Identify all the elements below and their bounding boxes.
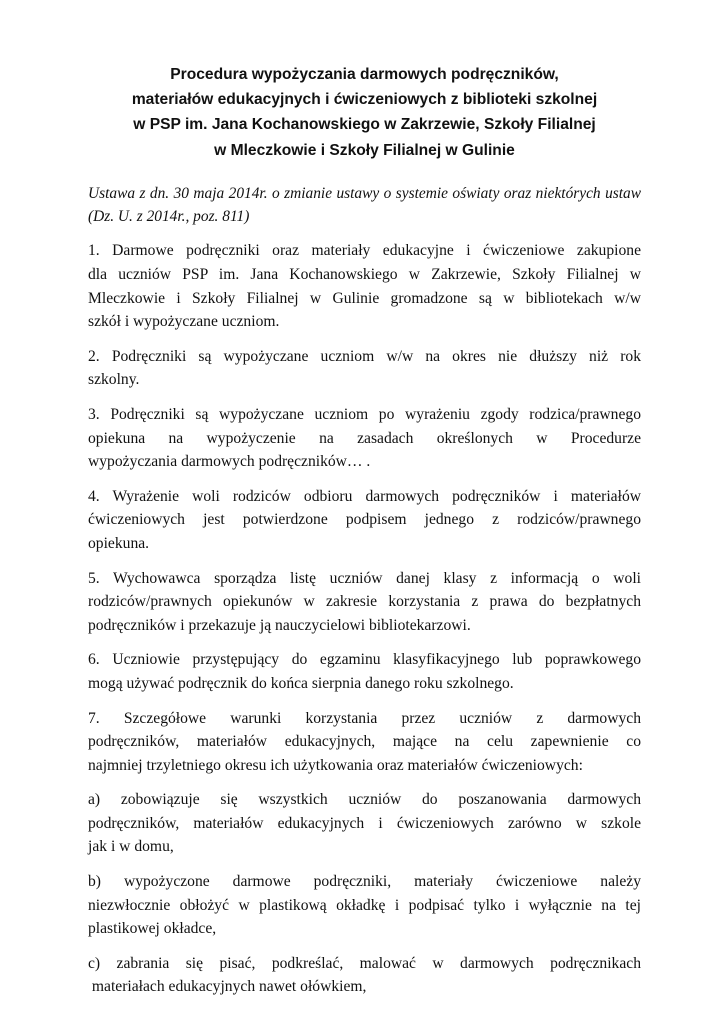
text-line: wypożyczania darmowych podręczników… . xyxy=(88,453,371,471)
paragraph-3 xyxy=(88,403,641,474)
paragraph-1 xyxy=(88,239,641,333)
text-line: 4. Wyrażenie woli rodziców odbioru darmowych podręczników i materiałów xyxy=(88,487,641,505)
paragraph-7c xyxy=(88,952,641,999)
text-line: jak i w domu, xyxy=(88,838,174,856)
paragraph-2 xyxy=(88,345,641,392)
text-line: Mleczkowie i Szkoły Filialnej w Gulinie gromadzone są w bibliotekach w/w xyxy=(88,289,641,307)
text-line: 5. Wychowawca sporządza listę uczniów danej klasy z informacją o woli xyxy=(88,569,641,587)
title-line: Procedura wypożyczania darmowych podręczników, xyxy=(170,66,559,83)
text-line: dla uczniów PSP im. Jana Kochanowskiego w Zakrzewie, Szkoły Filialnej w xyxy=(88,266,641,283)
paragraph-5 xyxy=(88,567,641,638)
text-line: szkolny. xyxy=(88,371,140,389)
text-line: podręczników, materiałów edukacyjnych, mające na celu zapewnienie co xyxy=(88,733,641,751)
text-line: podręczników, materiałów edukacyjnych i ćwiczeniowych zarówno w szkole xyxy=(88,814,641,832)
document-title xyxy=(88,62,641,163)
text-line: 6. Uczniowie przystępujący do egzaminu klasyfikacyjnego lub poprawkowego xyxy=(88,651,641,669)
text-line: niezwłocznie obłożyć w plastikową okładkę i podpisać tylko i wyłącznie na tej xyxy=(88,896,641,914)
text-line: opiekuna. xyxy=(88,534,150,552)
text-line: 3. Podręczniki są wypożyczane uczniom po wyrażeniu zgody rodzica/prawnego xyxy=(88,405,641,423)
text-line: a) zobowiązuje się wszystkich uczniów do poszanowania darmowych xyxy=(88,791,641,809)
title-line: w Mleczkowie i Szkoły Filialnej w Gulinie xyxy=(214,141,515,159)
paragraph-7a xyxy=(88,788,641,859)
paragraph-7b xyxy=(88,870,641,941)
text-line: plastikowej okładce, xyxy=(88,920,217,938)
text-line: 1. Darmowe podręczniki oraz materiały edukacyjne i ćwiczeniowe zakupione xyxy=(88,242,641,260)
text-line: rodziców/prawnych opiekunów w zakresie korzystania z prawa do bezpłatnych xyxy=(88,593,641,611)
text-line: 2. Podręczniki są wypożyczane uczniom w/w na okres nie dłuższy niż rok xyxy=(88,347,641,365)
text-line: szkół i wypożyczane uczniom. xyxy=(88,313,280,331)
text-line: c) zabrania się pisać, podkreślać, malować w darmowych podręcznikach xyxy=(88,954,641,972)
legal-basis: Ustawa z dn. 30 maja 2014r. o zmianie ustawy o systemie oświaty oraz niektórych ustaw (Dz. U. z 2014r., poz. 811) xyxy=(88,184,641,225)
text-line: 7. Szczegółowe warunki korzystania przez uczniów z darmowych xyxy=(88,709,641,727)
paragraph-4 xyxy=(88,485,641,556)
text-line: b) wypożyczone darmowe podręczniki, materiały ćwiczeniowe należy xyxy=(88,873,641,891)
text-line: mogą używać podręcznik do końca sierpnia danego roku szkolnego. xyxy=(88,674,514,692)
text-line: opiekuna na wypożyczenie na zasadach określonych w Procedurze xyxy=(88,429,641,447)
text-line: najmniej trzyletniego okresu ich użytkowania oraz materiałów ćwiczeniowych: xyxy=(88,756,583,774)
text-line: materiałach edukacyjnych nawet ołówkiem, xyxy=(88,978,367,996)
paragraph-7 xyxy=(88,707,641,778)
title-line: materiałów edukacyjnych i ćwiczeniowych z biblioteki szkolnej xyxy=(131,91,598,109)
paragraph-6 xyxy=(88,648,641,695)
title-line: w PSP im. Jana Kochanowskiego w Zakrzewie, Szkoły Filialnej xyxy=(133,116,596,134)
text-line: ćwiczeniowych jest potwierdzone podpisem jednego z rodziców/prawnego xyxy=(88,511,641,529)
text-line: podręczników i przekazuje ją nauczycielowi bibliotekarzowi. xyxy=(88,616,471,634)
